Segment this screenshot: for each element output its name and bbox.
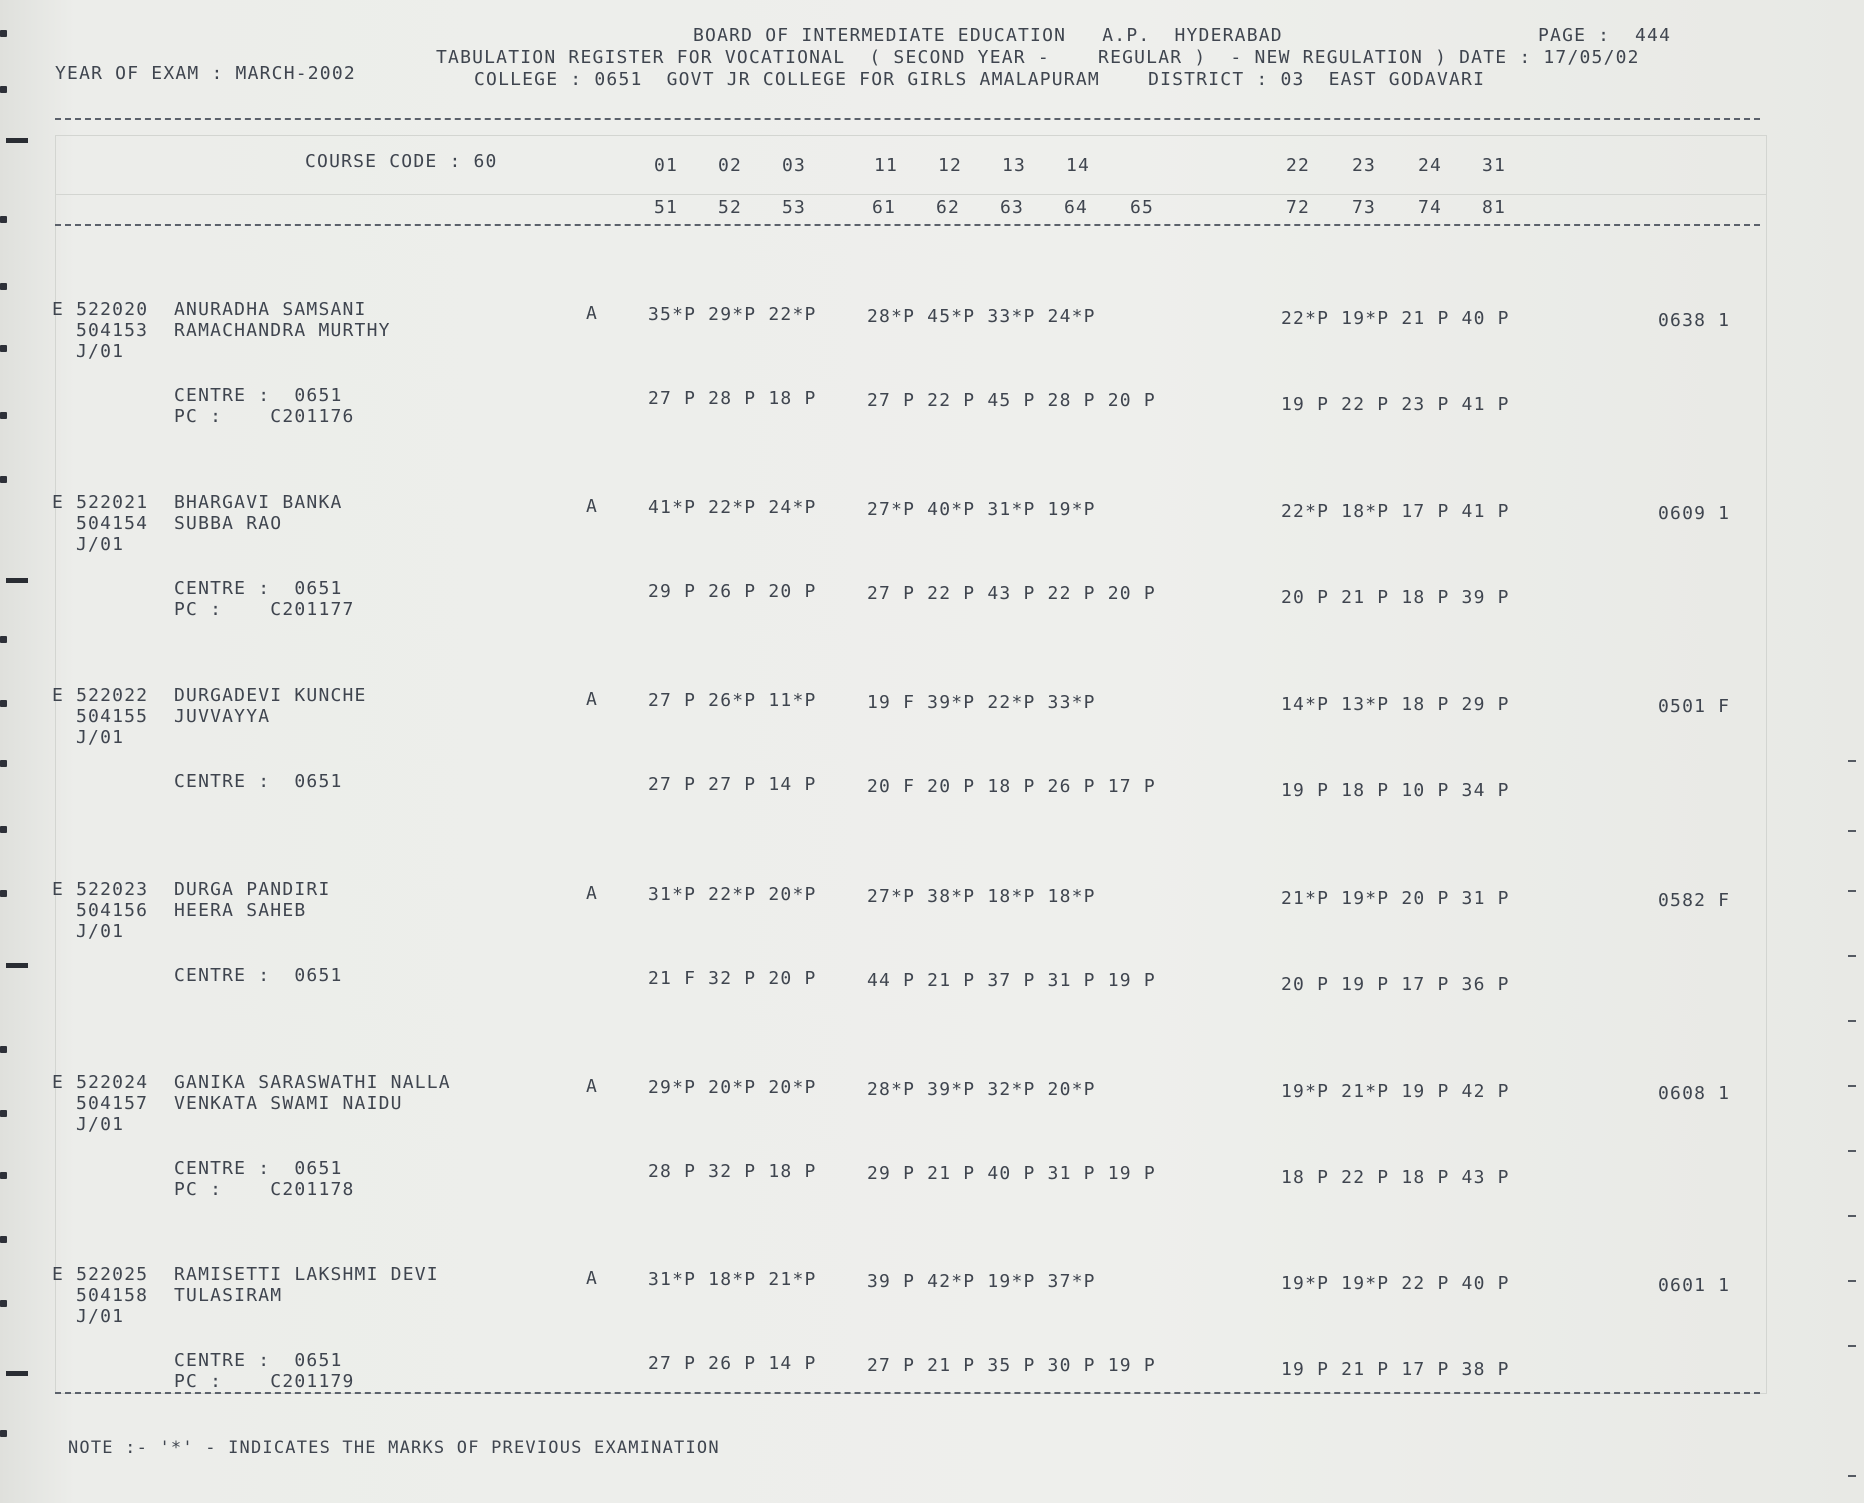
father-name: HEERA SAHEB bbox=[174, 900, 307, 921]
father-name: VENKATA SWAMI NAIDU bbox=[174, 1093, 403, 1114]
margin-mark bbox=[1848, 760, 1856, 762]
medium-code: A bbox=[586, 689, 599, 710]
column-code: 02 bbox=[718, 155, 743, 176]
punch-hole bbox=[0, 636, 7, 643]
pc-number: PC : C201177 bbox=[174, 599, 355, 620]
register-number: 504153 bbox=[76, 320, 149, 341]
centre-code: CENTRE : 0651 bbox=[174, 771, 343, 792]
father-name: RAMACHANDRA MURTHY bbox=[174, 320, 391, 341]
marks-part1-group3: 22*P 19*P 21 P 40 P bbox=[1281, 308, 1510, 329]
marks-part2-group2: 44 P 21 P 37 P 31 P 19 P bbox=[867, 970, 1156, 991]
total-result: 0608 1 bbox=[1658, 1083, 1731, 1104]
pc-number: PC : C201176 bbox=[174, 406, 355, 427]
marks-part2-group3: 18 P 22 P 18 P 43 P bbox=[1281, 1167, 1510, 1188]
centre-code: CENTRE : 0651 bbox=[174, 385, 343, 406]
father-name: TULASIRAM bbox=[174, 1285, 283, 1306]
father-name: JUVVAYYA bbox=[174, 706, 271, 727]
marks-part1-group2: 28*P 45*P 33*P 24*P bbox=[867, 306, 1096, 327]
punch-hole bbox=[0, 700, 7, 707]
column-code: 62 bbox=[936, 197, 961, 218]
hall-ticket-number: E 522023 bbox=[52, 879, 149, 900]
marks-part1-group1: 29*P 20*P 20*P bbox=[648, 1077, 817, 1098]
marks-part1-group3: 19*P 21*P 19 P 42 P bbox=[1281, 1081, 1510, 1102]
column-code: 72 bbox=[1286, 197, 1311, 218]
marks-part2-group3: 19 P 22 P 23 P 41 P bbox=[1281, 394, 1510, 415]
batch-code: J/01 bbox=[76, 341, 125, 362]
pc-number: PC : C201179 bbox=[174, 1371, 355, 1392]
batch-code: J/01 bbox=[76, 1114, 125, 1135]
centre-code: CENTRE : 0651 bbox=[174, 965, 343, 986]
marks-part2-group2: 27 P 22 P 43 P 22 P 20 P bbox=[867, 583, 1156, 604]
marks-part1-group2: 27*P 38*P 18*P 18*P bbox=[867, 886, 1096, 907]
punch-hole bbox=[0, 1236, 7, 1243]
marks-part1-group1: 41*P 22*P 24*P bbox=[648, 497, 817, 518]
register-number: 504157 bbox=[76, 1093, 149, 1114]
column-code: 03 bbox=[782, 155, 807, 176]
footer-rule bbox=[55, 1392, 1760, 1394]
column-code: 74 bbox=[1418, 197, 1443, 218]
year-of-exam: YEAR OF EXAM : MARCH-2002 bbox=[55, 63, 356, 84]
column-code: 31 bbox=[1482, 155, 1507, 176]
column-code: 23 bbox=[1352, 155, 1377, 176]
margin-mark bbox=[1848, 830, 1856, 832]
column-code: 81 bbox=[1482, 197, 1507, 218]
student-name: RAMISETTI LAKSHMI DEVI bbox=[174, 1264, 439, 1285]
punch-hole bbox=[0, 345, 7, 352]
punch-hole bbox=[0, 86, 7, 93]
margin-mark bbox=[1848, 890, 1856, 892]
centre-code: CENTRE : 0651 bbox=[174, 578, 343, 599]
column-code: 01 bbox=[654, 155, 679, 176]
punch-hole bbox=[0, 826, 7, 833]
marks-part1-group2: 39 P 42*P 19*P 37*P bbox=[867, 1271, 1096, 1292]
centre-code: CENTRE : 0651 bbox=[174, 1158, 343, 1179]
column-code: 52 bbox=[718, 197, 743, 218]
marks-part1-group1: 31*P 18*P 21*P bbox=[648, 1269, 817, 1290]
page-number: 444 bbox=[1635, 25, 1672, 46]
punch-hole bbox=[0, 412, 7, 419]
margin-mark bbox=[1848, 1020, 1856, 1022]
father-name: SUBBA RAO bbox=[174, 513, 283, 534]
hall-ticket-number: E 522022 bbox=[52, 685, 149, 706]
column-code: 53 bbox=[782, 197, 807, 218]
punch-hole bbox=[0, 476, 7, 483]
punch-hole bbox=[0, 283, 7, 290]
register-number: 504155 bbox=[76, 706, 149, 727]
total-result: 0582 F bbox=[1658, 890, 1731, 911]
medium-code: A bbox=[586, 883, 599, 904]
centre-code: CENTRE : 0651 bbox=[174, 1350, 343, 1371]
marks-part1-group1: 35*P 29*P 22*P bbox=[648, 304, 817, 325]
punch-hole bbox=[0, 30, 7, 37]
punch-hole bbox=[0, 1110, 7, 1117]
medium-code: A bbox=[586, 1268, 599, 1289]
pc-number: PC : C201178 bbox=[174, 1179, 355, 1200]
marks-part1-group3: 22*P 18*P 17 P 41 P bbox=[1281, 501, 1510, 522]
punch-hole bbox=[0, 760, 7, 767]
punch-hole bbox=[0, 1430, 7, 1437]
marks-part2-group3: 19 P 21 P 17 P 38 P bbox=[1281, 1359, 1510, 1380]
column-code: 51 bbox=[654, 197, 679, 218]
batch-code: J/01 bbox=[76, 1306, 125, 1327]
column-code: 73 bbox=[1352, 197, 1377, 218]
marks-part2-group1: 27 P 28 P 18 P bbox=[648, 388, 817, 409]
punch-hole bbox=[0, 1172, 7, 1179]
register-title: TABULATION REGISTER FOR VOCATIONAL ( SECOND YEAR - REGULAR ) - NEW REGULATION ) DATE : 17/05/02 bbox=[436, 47, 1640, 68]
marks-part1-group2: 28*P 39*P 32*P 20*P bbox=[867, 1079, 1096, 1100]
marks-part1-group2: 27*P 40*P 31*P 19*P bbox=[867, 499, 1096, 520]
marks-part1-group1: 31*P 22*P 20*P bbox=[648, 884, 817, 905]
student-name: BHARGAVI BANKA bbox=[174, 492, 343, 513]
student-name: DURGA PANDIRI bbox=[174, 879, 331, 900]
column-header-rule bbox=[55, 224, 1760, 226]
marks-part2-group3: 20 P 21 P 18 P 39 P bbox=[1281, 587, 1510, 608]
board-title: BOARD OF INTERMEDIATE EDUCATION A.P. HYDERABAD bbox=[693, 25, 1283, 46]
punch-hole bbox=[0, 216, 7, 223]
marks-part2-group3: 19 P 18 P 10 P 34 P bbox=[1281, 780, 1510, 801]
marks-part2-group2: 27 P 21 P 35 P 30 P 19 P bbox=[867, 1355, 1156, 1376]
column-code: 22 bbox=[1286, 155, 1311, 176]
register-number: 504154 bbox=[76, 513, 149, 534]
college-line: COLLEGE : 0651 GOVT JR COLLEGE FOR GIRLS AMALAPURAM DISTRICT : 03 EAST GODAVARI bbox=[474, 69, 1486, 90]
column-code: 12 bbox=[938, 155, 963, 176]
column-code: 14 bbox=[1066, 155, 1091, 176]
margin-mark bbox=[1848, 955, 1856, 957]
batch-code: J/01 bbox=[76, 921, 125, 942]
marks-part2-group1: 21 F 32 P 20 P bbox=[648, 968, 817, 989]
punch-hole bbox=[0, 1046, 7, 1053]
margin-mark bbox=[1848, 1475, 1856, 1477]
marks-part1-group2: 19 F 39*P 22*P 33*P bbox=[867, 692, 1096, 713]
page-label: PAGE : bbox=[1538, 25, 1611, 46]
register-number: 504156 bbox=[76, 900, 149, 921]
marks-part2-group2: 29 P 21 P 40 P 31 P 19 P bbox=[867, 1163, 1156, 1184]
batch-code: J/01 bbox=[76, 727, 125, 748]
header-rule bbox=[55, 118, 1760, 120]
hall-ticket-number: E 522024 bbox=[52, 1072, 149, 1093]
punch-mark bbox=[6, 1371, 28, 1376]
footnote: NOTE :- '*' - INDICATES THE MARKS OF PREVIOUS EXAMINATION bbox=[68, 1438, 720, 1458]
punch-mark bbox=[6, 963, 28, 968]
medium-code: A bbox=[586, 496, 599, 517]
column-code: 64 bbox=[1064, 197, 1089, 218]
marks-part1-group1: 27 P 26*P 11*P bbox=[648, 690, 817, 711]
medium-code: A bbox=[586, 1076, 599, 1097]
marks-part2-group2: 27 P 22 P 45 P 28 P 20 P bbox=[867, 390, 1156, 411]
column-code: 63 bbox=[1000, 197, 1025, 218]
column-code: 65 bbox=[1130, 197, 1155, 218]
student-name: DURGADEVI KUNCHE bbox=[174, 685, 367, 706]
punch-hole bbox=[0, 890, 7, 897]
student-name: GANIKA SARASWATHI NALLA bbox=[174, 1072, 451, 1093]
total-result: 0609 1 bbox=[1658, 503, 1731, 524]
course-code: COURSE CODE : 60 bbox=[305, 151, 498, 172]
margin-mark bbox=[1848, 1215, 1856, 1217]
marks-part2-group2: 20 F 20 P 18 P 26 P 17 P bbox=[867, 776, 1156, 797]
marks-part1-group3: 21*P 19*P 20 P 31 P bbox=[1281, 888, 1510, 909]
total-result: 0501 F bbox=[1658, 696, 1731, 717]
column-code: 61 bbox=[872, 197, 897, 218]
margin-mark bbox=[1848, 1345, 1856, 1347]
punch-mark bbox=[6, 578, 28, 583]
register-number: 504158 bbox=[76, 1285, 149, 1306]
marks-part1-group3: 14*P 13*P 18 P 29 P bbox=[1281, 694, 1510, 715]
marks-part2-group1: 28 P 32 P 18 P bbox=[648, 1161, 817, 1182]
column-code: 24 bbox=[1418, 155, 1443, 176]
punch-hole bbox=[0, 1300, 7, 1307]
margin-mark bbox=[1848, 1280, 1856, 1282]
total-result: 0638 1 bbox=[1658, 310, 1731, 331]
marks-part2-group1: 29 P 26 P 20 P bbox=[648, 581, 817, 602]
hall-ticket-number: E 522020 bbox=[52, 299, 149, 320]
batch-code: J/01 bbox=[76, 534, 125, 555]
marks-part2-group3: 20 P 19 P 17 P 36 P bbox=[1281, 974, 1510, 995]
column-code: 11 bbox=[874, 155, 899, 176]
student-name: ANURADHA SAMSANI bbox=[174, 299, 367, 320]
margin-mark bbox=[1848, 1085, 1856, 1087]
total-result: 0601 1 bbox=[1658, 1275, 1731, 1296]
marks-part2-group1: 27 P 27 P 14 P bbox=[648, 774, 817, 795]
marks-part1-group3: 19*P 19*P 22 P 40 P bbox=[1281, 1273, 1510, 1294]
margin-mark bbox=[1848, 1150, 1856, 1152]
punch-mark bbox=[6, 138, 28, 143]
marks-part2-group1: 27 P 26 P 14 P bbox=[648, 1353, 817, 1374]
medium-code: A bbox=[586, 303, 599, 324]
hall-ticket-number: E 522025 bbox=[52, 1264, 149, 1285]
hall-ticket-number: E 522021 bbox=[52, 492, 149, 513]
column-code: 13 bbox=[1002, 155, 1027, 176]
